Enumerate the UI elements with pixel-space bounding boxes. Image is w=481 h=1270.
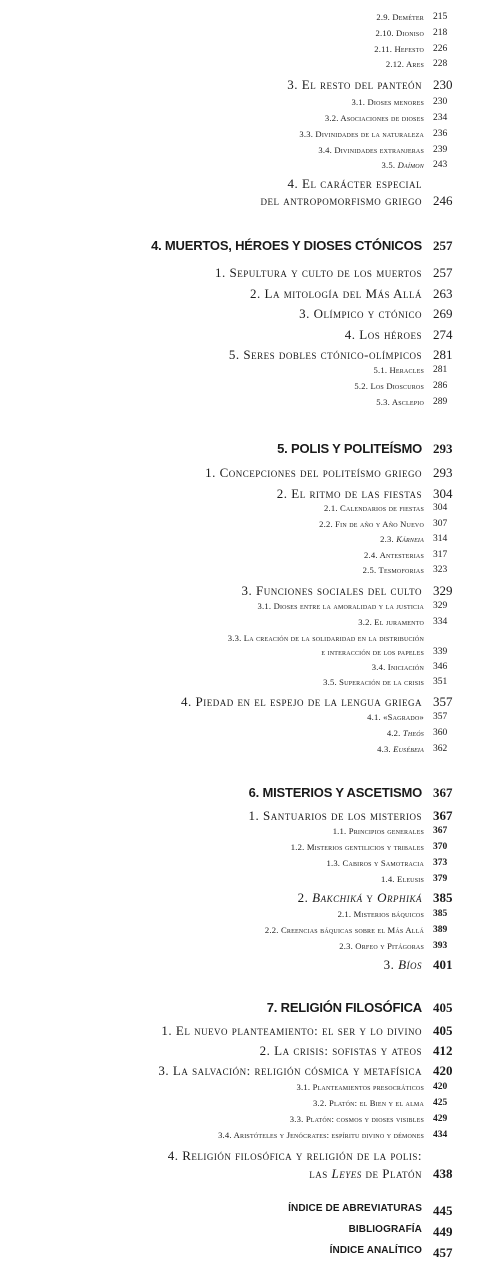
toc-entry [0,265,453,281]
toc-entry-title: 2. La crisis: sofistas y ateos [259,1043,422,1058]
toc-entry-page: 286 [433,381,448,391]
toc-entry-page: 226 [433,44,448,54]
toc-entry-page: 370 [433,842,448,852]
toc-entry-title: 2.1. Misterios báquicos [337,909,424,919]
toc-entry-title: 1.1. Principios generales [332,826,424,836]
toc-entry-title: 3.3. La creación de la solidaridad en la distribución [227,633,424,643]
toc-entry [0,957,453,973]
toc-entry-page: 360 [433,728,448,738]
toc-entry [0,176,422,192]
toc-entry-title: 3. Olímpico y ctónico [299,306,422,321]
toc-entry-title: 2. El ritmo de las fiestas [276,486,422,501]
toc-entry-page: 425 [433,1098,448,1108]
toc-entry-title: 3.2. Asociaciones de dioses [324,113,424,123]
toc-entry [0,1166,453,1182]
toc-entry [0,381,448,391]
chapter-heading [0,1000,453,1015]
toc-entry-page: 405 [433,1023,453,1038]
toc-entry-title: 5.1. Heracles [373,365,424,375]
toc-entry-page: 385 [433,909,448,919]
toc-entry-title: 2.5. Tesmoforias [362,565,424,575]
toc-entry-title: Eusébeia [393,744,424,754]
toc-entry-page: 373 [433,858,448,868]
backmatter-page: 445 [433,1203,453,1218]
toc-entry-title: 3. El resto del panteón [287,77,422,92]
toc-entry-title: 4. El carácter especial [287,176,422,191]
toc-entry-title: 1.2. Misterios gentilicios y tribales [290,842,424,852]
toc-entry [0,534,448,544]
toc-entry [0,808,453,824]
backmatter-page: 449 [433,1224,453,1239]
backmatter-entry [0,1245,453,1260]
chapter-heading [0,785,453,800]
toc-entry [0,59,448,69]
toc-entry-page: 334 [433,617,448,627]
toc-entry-number: 2. [297,890,309,905]
toc-entry-page: 339 [433,647,448,657]
toc-entry [0,12,448,22]
toc-entry-number: 3.5. [381,160,396,170]
toc-entry-title: 5.3. Asclepio [376,397,424,407]
toc-entry-page: 379 [433,874,448,884]
toc-entry [0,826,448,836]
toc-entry-title: 3.2. El juramento [358,617,424,627]
toc-entry [0,77,453,93]
toc-entry-title: 1. Sepultura y culto de los muertos [215,265,422,280]
toc-entry-page: 317 [433,550,448,560]
chapter-page: 293 [433,441,453,456]
toc-entry-title: Bíos [398,957,422,972]
toc-entry [0,1098,448,1108]
backmatter-title: ÍNDICE ANALÍTICO [329,1245,422,1256]
toc-entry-title: Orphiká [377,890,422,905]
toc-entry-page: 269 [433,306,453,321]
toc-entry [0,129,448,139]
toc-entry [0,744,448,754]
toc-entry [0,347,453,363]
toc-entry-page: 239 [433,145,448,155]
toc-entry-title: e interacción de los papeles [321,647,424,657]
toc-entry-page: 346 [433,662,448,672]
toc-entry-page: 234 [433,113,448,123]
toc-entry-page: 389 [433,925,448,935]
toc-entry [0,890,453,906]
toc-entry-page: 274 [433,327,453,342]
toc-entry [0,160,448,170]
toc-entry [0,465,453,481]
toc-entry-title: Bakchiká [312,890,363,905]
toc-entry-title: 1. El nuevo planteamiento: el ser y lo divino [161,1023,422,1038]
toc-entry [0,44,448,54]
chapter-title: 6. MISTERIOS Y ASCETISMO [248,785,422,800]
toc-entry-page: 420 [433,1082,448,1092]
toc-entry [0,874,448,884]
toc-entry-title: 1. Concepciones del politeísmo griego [205,465,422,480]
toc-entry-page: 281 [433,347,453,362]
toc-entry-title: 5.2. Los Dioscuros [354,381,424,391]
toc-entry-page: 357 [433,694,453,709]
toc-entry-page: 323 [433,565,448,575]
toc-entry [0,1130,448,1140]
toc-entry [0,113,448,123]
toc-entry-page: 351 [433,677,448,687]
toc-entry-title: Theós [402,728,424,738]
toc-entry [0,633,424,643]
toc-entry-page: 236 [433,129,448,139]
toc-entry-page: 438 [433,1166,453,1181]
toc-entry-page: 314 [433,534,448,544]
toc-entry-page: 401 [433,957,453,972]
toc-entry-title: de Platón [365,1166,422,1181]
toc-entry [0,397,448,407]
toc-entry-page: 304 [433,486,453,501]
toc-entry-title: 3.2. Platón: el Bien y el alma [313,1098,424,1108]
toc-entry [0,550,448,560]
toc-entry [0,519,448,529]
toc-entry [0,694,453,710]
toc-entry [0,647,448,657]
toc-entry-page: 434 [433,1130,448,1140]
toc-entry [0,365,448,375]
toc-entry-title: 3.5. Superación de la crisis [323,677,424,687]
toc-entry-title: 2.9. Deméter [376,12,424,22]
chapter-title: 7. RELIGIÓN FILOSÓFICA [266,1000,422,1015]
toc-entry-title: 3. Funciones sociales del culto [241,583,422,598]
toc-entry-title: 4. Los héroes [344,327,422,342]
toc-entry [0,1114,448,1124]
toc-entry-page: 304 [433,503,448,513]
toc-entry-title: 2. La mitología del Más Allá [250,286,422,301]
toc-entry-page: 293 [433,465,453,480]
toc-entry-conjunction: y [366,890,374,905]
toc-entry-title: 2.3. Orfeo y Pitágoras [339,941,424,951]
toc-entry-title: 1.4. Eleusis [380,874,424,884]
toc-entry-number: 4.2. [386,728,401,738]
toc-entry-title: 2.1. Calendarios de fiestas [324,503,424,513]
toc-entry [0,97,448,107]
toc-entry [0,565,448,575]
toc-entry [0,503,448,513]
toc-entry-title: 2.2. Creencias báquicas sobre el Más Allá [264,925,424,935]
chapter-page: 257 [433,238,453,253]
toc-entry [0,145,448,155]
backmatter-title: ÍNDICE DE ABREVIATURAS [288,1203,422,1214]
toc-entry-page: 362 [433,744,448,754]
toc-entry [0,486,453,502]
toc-entry-title: 3.4. Aristóteles y Jenócrates: espíritu divino y démones [218,1130,424,1140]
toc-entry-title: 3.3. Platón: cosmos y dioses visibles [289,1114,424,1124]
toc-entry [0,712,448,722]
toc-entry [0,28,448,38]
toc-entry-page: 257 [433,265,453,280]
toc-entry-title: 4. Religión filosófica y religión de la polis: [167,1148,422,1163]
toc-entry [0,306,453,322]
toc-entry-page: 243 [433,160,448,170]
toc-entry [0,1063,453,1079]
toc-entry [0,617,448,627]
toc-entry-title: 4.1. «Sagrado» [367,712,424,722]
toc-entry [0,677,448,687]
toc-entry [0,286,453,302]
chapter-heading [0,441,453,456]
toc-entry-number: 3. [383,957,395,972]
toc-entry-title: las [309,1166,328,1181]
chapter-page: 367 [433,785,453,800]
toc-entry-title: 4. Piedad en el espejo de la lengua griega [181,694,422,709]
toc-entry-title: 2.10. Dioniso [375,28,424,38]
toc-entry [0,728,448,738]
toc-entry-page: 218 [433,28,448,38]
toc-entry-title: 3.3. Divinidades de la naturaleza [299,129,424,139]
toc-entry [0,909,448,919]
toc-entry-title: 5. Seres dobles ctónico-olímpicos [228,347,422,362]
toc-entry-page: 329 [433,583,453,598]
chapter-title: 5. POLIS Y POLITEÍSMO [277,441,422,456]
toc-entry-title: 2.2. Fin de año y Año Nuevo [319,519,424,529]
toc-entry-page: 412 [433,1043,453,1058]
toc-entry-page: 429 [433,1114,448,1124]
toc-entry-title: Daímon [397,160,424,170]
toc-entry-title: Kárneia [396,534,424,544]
backmatter-entry [0,1203,453,1218]
backmatter-entry [0,1224,453,1239]
toc-entry-page: 246 [433,193,453,208]
toc-entry-page: 393 [433,941,448,951]
toc-entry-page: 329 [433,601,448,611]
toc-entry [0,601,448,611]
toc-entry-page: 307 [433,519,448,529]
toc-entry-title: 3.4. Iniciación [371,662,424,672]
toc-entry [0,1148,422,1164]
toc-entry-title-italic: Leyes [331,1166,362,1181]
toc-entry [0,327,453,343]
toc-entry [0,193,453,209]
toc-entry-number: 4.3. [377,744,391,754]
toc-entry-title: 3.1. Dioses entre la amoralidad y la justicia [257,601,424,611]
toc-entry-page: 357 [433,712,448,722]
toc-entry-title: 2.11. Hefesto [374,44,424,54]
toc-entry [0,583,453,599]
toc-entry-page: 230 [433,77,453,92]
toc-entry [0,1082,448,1092]
toc-entry-page: 420 [433,1063,453,1078]
toc-entry [0,941,448,951]
toc-entry-title: del antropomorfismo griego [260,193,422,208]
toc-entry [0,858,448,868]
toc-entry-title: 3. La salvación: religión cósmica y metafísica [158,1063,422,1078]
toc-entry-page: 228 [433,59,448,69]
toc-entry-title: 3.1. Planteamientos presocráticos [296,1082,424,1092]
chapter-title: 4. MUERTOS, HÉROES Y DIOSES CTÓNICOS [151,238,422,253]
chapter-page: 405 [433,1000,453,1015]
toc-entry-page: 367 [433,826,448,836]
toc-entry [0,925,448,935]
chapter-heading [0,238,453,253]
toc-entry [0,1023,453,1039]
toc-entry-page: 230 [433,97,448,107]
toc-entry-title: 2.4. Antesterias [364,550,424,560]
toc-entry-title: 1. Santuarios de los misterios [248,808,422,823]
toc-entry-page: 367 [433,808,453,823]
toc-entry-title: 3.1. Dioses menores [351,97,424,107]
toc-entry-page: 281 [433,365,448,375]
toc-entry-page: 385 [433,890,453,905]
backmatter-title: BIBLIOGRAFÍA [348,1224,422,1235]
toc-entry [0,842,448,852]
toc-entry-number: 2.3. [380,534,394,544]
toc-entry-page: 215 [433,12,448,22]
toc-entry [0,1043,453,1059]
toc-entry-page: 263 [433,286,453,301]
toc-entry-title: 1.3. Cabiros y Samotracia [326,858,424,868]
toc-entry-title: 2.12. Ares [385,59,424,69]
toc-entry-page: 289 [433,397,448,407]
toc-entry [0,662,448,672]
toc-entry-title: 3.4. Divinidades extranjeras [318,145,424,155]
backmatter-page: 457 [433,1245,453,1260]
